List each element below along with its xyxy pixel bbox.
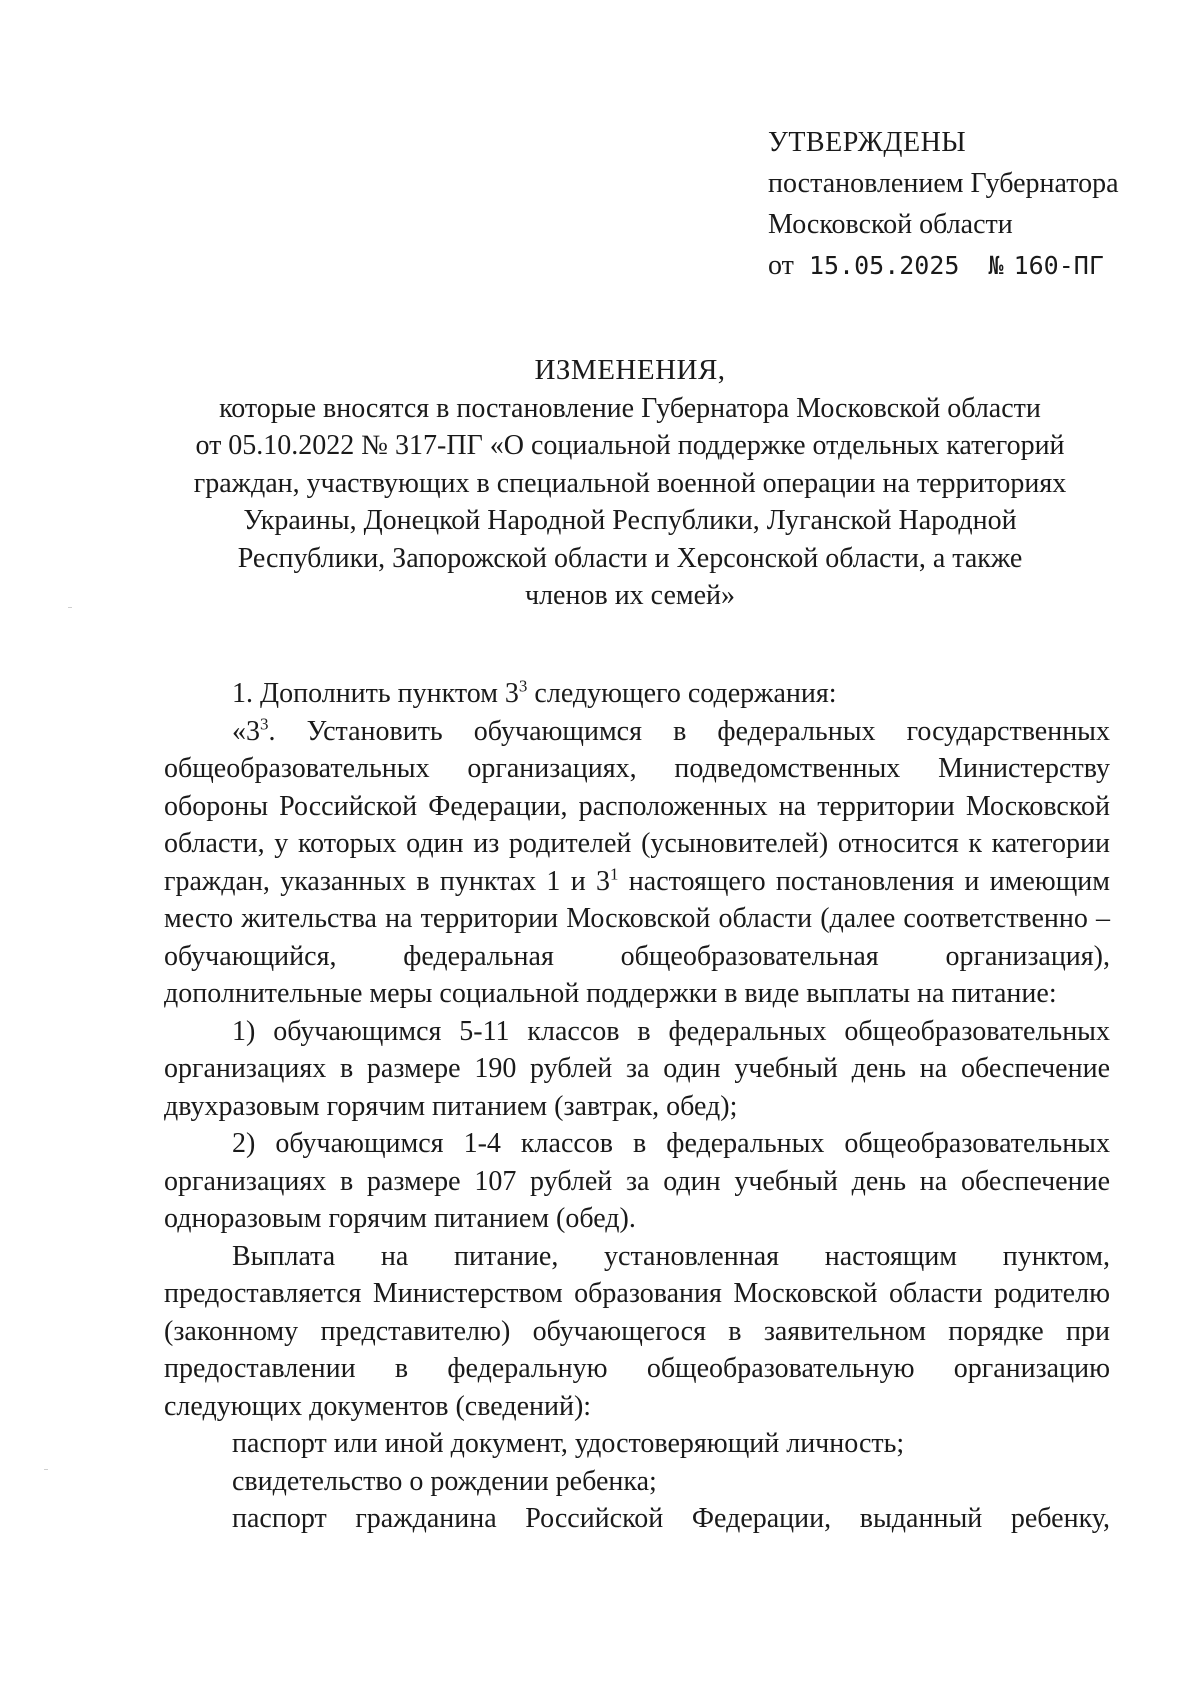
document-body (164, 675, 1110, 1538)
document-item-child-passport: паспорт гражданина Российской Федерации, выданный ребенку, (232, 1503, 1110, 1534)
approval-date-line (768, 245, 1168, 286)
list-item-2: 2) обучающимся 1-4 классов в федеральных общеобразовательных организациях в размере 107 рублей за один учебный день на обеспечение одноразовым горячим питанием (обед). (164, 1128, 1110, 1234)
document-item-birth-certificate: свидетельство о рождении ребенка; (232, 1465, 657, 1497)
approval-heading: УТВЕРЖДЕНЫ (768, 127, 967, 158)
date-prefix: от (768, 250, 794, 281)
subtitle-line: граждан, участвующих в специальной военной операции на территориях (193, 467, 1067, 499)
approval-date: 15.05.2025 (808, 251, 960, 280)
scan-speck (68, 607, 72, 608)
text-run: . Установить обучающимся в федеральных государственных общеобразовательных организациях, подведомственных Министерству обороны Российской Федерации, расположенных на территории Московской области, у которых один из родителей (усыновителей) относится к категории граждан, указанных в пунктах 1 и 3 (164, 715, 1110, 897)
subtitle-line: Республики, Запорожской области и Херсонской области, а также (237, 542, 1023, 574)
document-item-passport: паспорт или иной документ, удостоверяющий личность; (232, 1428, 905, 1459)
superscript: 3 (260, 714, 269, 734)
list-item-1: 1) обучающимся 5-11 классов в федеральных общеобразовательных организациях в размере 190 рублей за один учебный день на обеспечение двухразовым горячим питанием (завтрак, обед); (164, 1015, 1110, 1122)
subtitle-line: Украины, Донецкой Народной Республики, Луганской Народной (243, 505, 1017, 536)
text-run: 1. Дополнить пунктом 3 (232, 678, 519, 709)
number-sign: № (988, 251, 1004, 280)
approval-line-1: постановлением Губернатора (768, 168, 1119, 199)
paragraph-1 (164, 675, 1110, 713)
subtitle-line: членов их семей» (525, 580, 735, 611)
text-run: «3 (232, 715, 260, 747)
subtitle-line: которые вносятся в постановление Губернатора Московской области (219, 392, 1041, 424)
scan-speck (44, 1469, 48, 1470)
approval-block (768, 122, 1168, 286)
superscript: 1 (609, 864, 619, 884)
document-title: ИЗМЕНЕНИЯ, (534, 354, 726, 386)
subtitle-line: от 05.10.2022 № 317-ПГ «О социальной поддержке отдельных категорий (195, 430, 1065, 461)
approval-line-2: Московской области (768, 209, 1013, 240)
text-run: настоящего постановления и имеющим место жительства на территории Московской области (далее соответственно – обучающийся, федеральная общеобразовательная организация), дополнительные меры социальной поддержки в виде выплаты на питание: (164, 865, 1110, 1009)
paragraph-2 (164, 713, 1110, 1013)
title-block (180, 352, 1080, 615)
payment-paragraph: Выплата на питание, установленная настоящим пунктом, предоставляется Министерством образования Московской области родителю (законному представителю) обучающегося в заявительном порядке при предоставлении в федеральную общеобразовательную организацию следующих документов (сведений): (164, 1240, 1110, 1422)
text-run: следующего содержания: (527, 678, 837, 709)
superscript: 3 (518, 676, 528, 696)
approval-number: 160-ПГ (1013, 251, 1104, 280)
